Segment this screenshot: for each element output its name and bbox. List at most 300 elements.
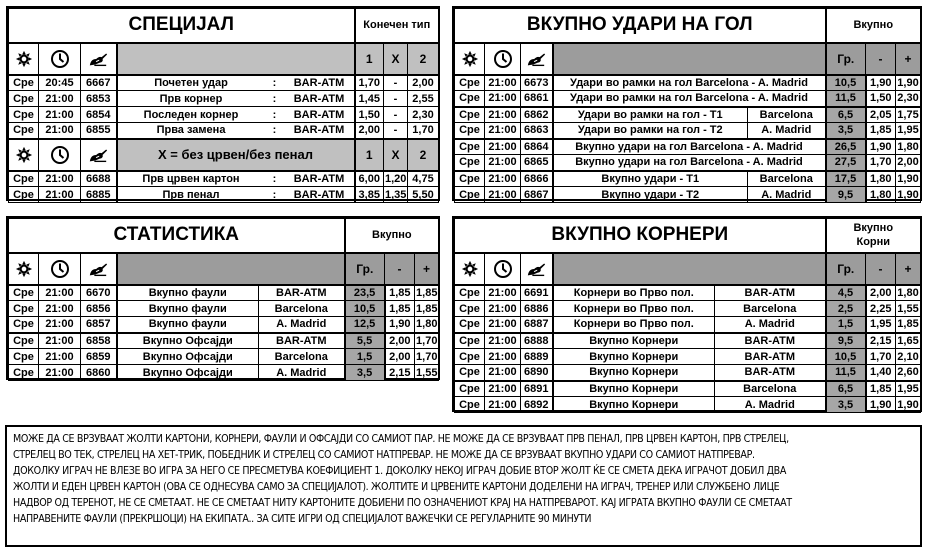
odd-1[interactable]: 1,50 xyxy=(355,107,384,123)
odd-2[interactable]: 5,50 xyxy=(408,187,439,203)
odd-plus[interactable]: 1,85 xyxy=(415,285,439,301)
col-line: Гр. xyxy=(345,253,385,285)
time: 21:00 xyxy=(485,171,521,187)
day: Сре xyxy=(9,285,39,301)
header-bar xyxy=(117,253,345,285)
odd-plus[interactable]: 1,55 xyxy=(416,366,438,379)
market: Вкупно фаули xyxy=(117,285,259,301)
time: 21:00 xyxy=(39,187,81,203)
market: Последен корнер xyxy=(117,107,265,123)
line: 10,5 xyxy=(826,349,866,365)
team: Barcelona xyxy=(715,381,826,397)
col-plus: + xyxy=(896,253,921,285)
terms-note xyxy=(5,425,922,547)
day: Сре xyxy=(455,123,485,139)
statistika-table xyxy=(8,218,439,381)
line: 17,5 xyxy=(826,171,866,187)
table-row[interactable] xyxy=(9,317,439,333)
code: 6860 xyxy=(81,365,117,381)
col-minus: - xyxy=(866,253,896,285)
day: Сре xyxy=(455,301,485,317)
odd-plus[interactable]: 1,85 xyxy=(896,317,921,333)
line: 4,5 xyxy=(826,285,866,301)
table-row[interactable] xyxy=(455,107,921,123)
code: 6889 xyxy=(521,349,553,365)
specijal-title: СПЕЦИЈАЛ xyxy=(9,9,355,43)
market: Вкупно удари на гол Barcelona - A. Madrid xyxy=(553,155,826,171)
note-text: МОЖЕ ДА СЕ ВРЗУВААТ ЖОЛТИ КАРТОНИ, КОРНЕРИ, ФАУЛИ И ОФСАЈДИ СО САМИОТ ПАР. НЕ МОЖЕ ДА СЕ ВРЗУВААТ ПРВ ПЕНАЛ, ПРВ ЦРВЕН КАРТОН, ПРВ СТРЕЛЕЦ, xyxy=(13,433,789,445)
odd-2[interactable]: 1,70 xyxy=(408,123,439,139)
col-2: 2 xyxy=(408,139,439,171)
team: BAR-ATM xyxy=(285,171,355,187)
time: 21:00 xyxy=(39,349,81,365)
code: 6857 xyxy=(81,317,117,333)
table-row[interactable] xyxy=(9,75,439,91)
day: Сре xyxy=(455,155,485,171)
market: Удари во рамки на гол - Т1 xyxy=(553,107,748,123)
day: Сре xyxy=(455,187,485,203)
odd-plus[interactable]: 2,10 xyxy=(897,350,919,363)
korneri-panel xyxy=(452,216,922,412)
team: BAR-ATM xyxy=(715,349,826,365)
col-minus: - xyxy=(385,253,415,285)
team: BAR-ATM xyxy=(715,333,826,349)
odd-minus[interactable]: 2,15 xyxy=(866,333,896,349)
market: Прв корнер xyxy=(117,91,265,107)
hand-writing-icon xyxy=(81,139,117,171)
col-line: Гр. xyxy=(826,43,866,75)
odd-minus[interactable]: 2,00 xyxy=(385,333,415,349)
odd-2[interactable]: 2,55 xyxy=(408,91,439,107)
odd-1[interactable]: 6,00 xyxy=(355,171,384,187)
time: 21:00 xyxy=(485,75,521,91)
day: Сре xyxy=(455,317,485,333)
odd-x[interactable]: - xyxy=(384,91,408,107)
odd-plus[interactable]: 2,00 xyxy=(896,155,921,171)
team: BAR-ATM xyxy=(285,107,355,123)
table-row[interactable] xyxy=(9,365,439,381)
odd-minus[interactable]: 1,40 xyxy=(866,365,896,381)
odd-minus[interactable]: 2,05 xyxy=(866,107,896,123)
code: 6888 xyxy=(521,333,553,349)
line: 12,5 xyxy=(345,317,385,333)
statistika-panel xyxy=(6,216,440,380)
col-line: Гр. xyxy=(826,253,866,285)
market: Корнери во Прво пол. xyxy=(553,317,715,333)
line: 5,5 xyxy=(345,333,385,349)
table-row[interactable] xyxy=(455,285,921,301)
table-row[interactable] xyxy=(9,349,439,365)
line: 3,5 xyxy=(826,123,866,139)
team: BAR-ATM xyxy=(715,285,826,301)
day: Сре xyxy=(9,75,39,91)
note-line xyxy=(13,479,914,495)
table-row[interactable] xyxy=(455,349,921,365)
separator: : xyxy=(265,107,285,123)
odd-plus[interactable]: 1,95 xyxy=(896,123,921,139)
team: A. Madrid xyxy=(259,365,345,381)
code: 6688 xyxy=(81,171,117,187)
time: 21:00 xyxy=(39,333,81,349)
odd-2[interactable]: 2,30 xyxy=(408,107,439,123)
odd-1[interactable]: 1,70 xyxy=(355,75,384,91)
market: Вкупно Корнери xyxy=(553,397,715,413)
table-row[interactable] xyxy=(455,301,921,317)
time: 21:00 xyxy=(485,317,521,333)
odd-minus[interactable]: 1,80 xyxy=(866,171,896,187)
table-row[interactable] xyxy=(9,91,439,107)
korneri-odds-header xyxy=(826,219,921,253)
day: Сре xyxy=(455,381,485,397)
day: Сре xyxy=(455,397,485,413)
col-x: X xyxy=(384,139,408,171)
code: 6864 xyxy=(521,139,553,155)
odd-plus[interactable]: 2,30 xyxy=(896,91,921,107)
odd-plus[interactable]: 1,55 xyxy=(897,302,919,315)
odd-minus[interactable]: 1,90 xyxy=(866,397,896,413)
odd-x[interactable]: - xyxy=(384,107,408,123)
code: 6862 xyxy=(521,107,553,123)
sun-icon xyxy=(9,253,39,285)
time: 21:00 xyxy=(485,187,521,203)
hand-writing-icon xyxy=(521,43,553,75)
table-row[interactable] xyxy=(455,381,921,397)
odd-minus[interactable]: 1,95 xyxy=(866,317,896,333)
table-row[interactable] xyxy=(9,301,439,317)
market: Корнери во Прво пол. xyxy=(553,285,715,301)
table-row[interactable] xyxy=(9,187,439,203)
clock-icon xyxy=(485,43,521,75)
table-row[interactable] xyxy=(455,317,921,333)
odd-plus[interactable]: 1,85 xyxy=(416,302,438,315)
day: Сре xyxy=(9,333,39,349)
market: Прва замена xyxy=(117,123,265,139)
code: 6890 xyxy=(521,365,553,381)
time: 21:00 xyxy=(485,285,521,301)
day: Сре xyxy=(455,139,485,155)
day: Сре xyxy=(455,285,485,301)
odd-x[interactable]: - xyxy=(384,75,408,91)
market: Удари во рамки на гол Barcelona - A. Madrid xyxy=(553,75,826,91)
table-row[interactable] xyxy=(455,75,921,91)
line: 3,5 xyxy=(826,397,866,413)
clock-icon xyxy=(39,139,81,171)
market: Вкупно Офсајди xyxy=(117,365,259,381)
separator: : xyxy=(265,91,285,107)
code: 6670 xyxy=(81,285,117,301)
market: Вкупно удари на гол Barcelona - A. Madrid xyxy=(553,139,826,155)
note-line xyxy=(13,463,914,479)
line: 1,5 xyxy=(345,349,385,365)
odd-minus[interactable]: 1,85 xyxy=(866,381,896,397)
time: 21:00 xyxy=(39,123,81,139)
day: Сре xyxy=(9,171,39,187)
time: 21:00 xyxy=(485,381,521,397)
odd-minus[interactable]: 1,90 xyxy=(866,139,896,155)
time: 21:00 xyxy=(39,91,81,107)
odd-minus[interactable]: 2,25 xyxy=(866,301,896,317)
note-text: ДОКОЛКУ ИГРАЧ НЕ ВЛЕЗЕ ВО ИГРА ЗА НЕГО СЕ ПРЕСМЕТУВА КОЕФИЦИЕНТ 1. ДОКОЛКУ НЕКОЈ ИГРАЧ ДОБИЕ ВТОР ЖОЛТ ЌЕ СЕ СМЕТА ДЕКА ИГРАЧОТ ДОБИЛ ДВА xyxy=(13,465,787,477)
code: 6861 xyxy=(521,91,553,107)
code: 6667 xyxy=(81,75,117,91)
line: 2,5 xyxy=(826,301,866,317)
specijal-odds-header: Конечен тип xyxy=(355,9,439,43)
table-row[interactable] xyxy=(455,187,921,203)
korneri-table xyxy=(454,218,921,413)
clock-icon xyxy=(485,253,521,285)
team: Barcelona xyxy=(259,301,345,317)
team: Barcelona xyxy=(748,107,826,123)
table-row[interactable] xyxy=(455,365,921,381)
code: 6892 xyxy=(521,397,553,413)
table-row[interactable] xyxy=(9,171,439,187)
odd-plus[interactable]: 1,95 xyxy=(896,381,921,397)
specijal-table xyxy=(8,8,439,203)
header-bar xyxy=(117,43,355,75)
market: Вкупно Корнери xyxy=(553,365,715,381)
market: Прв црвен картон xyxy=(117,171,265,187)
day: Сре xyxy=(9,187,39,203)
time: 21:00 xyxy=(39,107,81,123)
table-row[interactable] xyxy=(455,139,921,155)
market: Вкупно фаули xyxy=(117,301,259,317)
code: 6886 xyxy=(521,301,553,317)
odd-minus[interactable]: 1,90 xyxy=(866,75,896,91)
udari-panel xyxy=(452,6,922,201)
time: 21:00 xyxy=(39,171,81,187)
market: Почетен удар xyxy=(117,75,265,91)
sun-icon xyxy=(9,139,39,171)
day: Сре xyxy=(455,107,485,123)
market: Прв пенал xyxy=(117,187,265,203)
table-row[interactable] xyxy=(9,285,439,301)
code: 6856 xyxy=(81,301,117,317)
odd-1[interactable]: 3,85 xyxy=(355,187,384,203)
separator: : xyxy=(265,187,285,203)
col-2: 2 xyxy=(408,43,439,75)
odd-minus[interactable]: 1,85 xyxy=(385,285,415,301)
time: 21:00 xyxy=(485,397,521,413)
odd-plus[interactable]: 1,90 xyxy=(896,75,921,91)
time: 21:00 xyxy=(485,365,521,381)
team: A. Madrid xyxy=(259,317,345,333)
col-plus: + xyxy=(896,43,921,75)
separator: : xyxy=(265,171,285,187)
table-row[interactable] xyxy=(455,91,921,107)
code: 6891 xyxy=(521,381,553,397)
odd-minus[interactable]: 1,90 xyxy=(385,317,415,333)
market: Удари во рамки на гол - Т2 xyxy=(553,123,748,139)
odd-plus[interactable]: 1,80 xyxy=(896,285,921,301)
line: 1,5 xyxy=(826,317,866,333)
team: BAR-ATM xyxy=(285,91,355,107)
hand-writing-icon xyxy=(81,253,117,285)
odd-minus[interactable]: 2,15 xyxy=(385,365,415,381)
time: 21:00 xyxy=(485,107,521,123)
market: Вкупно Офсајди xyxy=(117,333,259,349)
code: 6865 xyxy=(521,155,553,171)
odds-header-line1: Вкупно xyxy=(853,222,894,235)
odd-plus[interactable]: 1,75 xyxy=(896,107,921,123)
udari-odds-header: Вкупно xyxy=(826,9,921,43)
code: 6854 xyxy=(81,107,117,123)
time: 21:00 xyxy=(485,301,521,317)
header-bar xyxy=(553,43,826,75)
team: A. Madrid xyxy=(715,397,826,413)
team: Barcelona xyxy=(715,301,826,317)
day: Сре xyxy=(9,365,39,381)
line: 6,5 xyxy=(826,107,866,123)
hand-writing-icon xyxy=(81,43,117,75)
odd-minus[interactable]: 2,00 xyxy=(385,349,415,365)
team: BAR-ATM xyxy=(259,333,345,349)
market: Корнери во Прво пол. xyxy=(553,301,715,317)
odds-header-line2: Корни xyxy=(856,236,891,249)
team: BAR-ATM xyxy=(285,123,355,139)
odd-2[interactable]: 2,00 xyxy=(408,75,439,91)
time: 21:00 xyxy=(485,349,521,365)
odd-plus[interactable]: 1,70 xyxy=(415,333,439,349)
statistika-title: СТАТИСТИКА xyxy=(9,219,345,253)
market: Вкупно Корнери xyxy=(553,381,715,397)
odd-minus[interactable]: 1,85 xyxy=(866,123,896,139)
odd-plus[interactable]: 1,70 xyxy=(416,350,438,363)
hand-writing-icon xyxy=(521,253,553,285)
time: 21:00 xyxy=(39,317,81,333)
odd-plus[interactable]: 2,60 xyxy=(896,365,921,381)
team: BAR-ATM xyxy=(285,75,355,91)
clock-icon xyxy=(39,253,81,285)
time: 21:00 xyxy=(485,155,521,171)
line: 27,5 xyxy=(826,155,866,171)
time: 21:00 xyxy=(39,301,81,317)
note-text: ЖОЛТИ И ЕДЕН ЦРВЕН КАРТОН (ОВА СЕ ОДНЕСУВА САМО ЗА СПЕЦИЈАЛОТ). ЖОЛТИТЕ И ЦРВЕНИТЕ КАРТОНИ ДОДЕЛЕНИ НА ИГРАЧ, ТРЕНЕР ИЛИ СЛУЖБЕНО ЛИЦЕ xyxy=(13,481,780,493)
sun-icon xyxy=(455,43,485,75)
team: Barcelona xyxy=(748,171,826,187)
separator: : xyxy=(265,123,285,139)
note-text: СТРЕЛЕЦ ВО ТЕК, СТРЕЛЕЦ НА ХЕТ-ТРИК, ПОБЕДНИК И СТРЕЛЕЦ СО САМИОТ НАТПРЕВАР. НЕ МОЖЕ ДА СЕ ВРЗУВААТ ВКУПНО УДАРИ СО САМИОТ НАТПРЕВАР. xyxy=(13,449,755,461)
line: 10,5 xyxy=(826,75,866,91)
odd-minus[interactable]: 2,00 xyxy=(866,285,896,301)
market: Вкупно удари - Т1 xyxy=(553,171,748,187)
odd-x[interactable]: 1,35 xyxy=(385,188,407,201)
code: 6867 xyxy=(521,187,553,203)
code: 6866 xyxy=(521,171,553,187)
header-bar xyxy=(553,253,826,285)
line: 23,5 xyxy=(345,285,385,301)
note-line xyxy=(13,495,914,511)
odd-1[interactable]: 2,00 xyxy=(355,123,384,139)
table-row[interactable] xyxy=(9,123,439,139)
time: 21:00 xyxy=(485,139,521,155)
table-row[interactable] xyxy=(455,397,921,413)
odd-plus[interactable]: 1,80 xyxy=(415,317,439,333)
odd-minus[interactable]: 1,80 xyxy=(866,187,896,203)
time: 20:45 xyxy=(39,75,81,91)
odd-minus[interactable]: 1,50 xyxy=(866,91,896,107)
day: Сре xyxy=(9,91,39,107)
specijal-panel xyxy=(6,6,440,201)
line: 9,5 xyxy=(826,187,866,203)
team: BAR-ATM xyxy=(285,187,355,203)
odd-plus[interactable]: 1,90 xyxy=(896,171,921,187)
code: 6691 xyxy=(521,285,553,301)
team: BAR-ATM xyxy=(715,365,826,381)
time: 21:00 xyxy=(39,285,81,301)
day: Сре xyxy=(9,349,39,365)
table-row[interactable] xyxy=(455,171,921,187)
note-line xyxy=(13,511,914,527)
line: 10,5 xyxy=(345,301,385,317)
line: 3,5 xyxy=(345,365,385,381)
time: 21:00 xyxy=(485,333,521,349)
day: Сре xyxy=(455,349,485,365)
line: 6,5 xyxy=(826,381,866,397)
odd-2[interactable]: 4,75 xyxy=(408,171,439,187)
udari-title: ВКУПНО УДАРИ НА ГОЛ xyxy=(455,9,826,43)
day: Сре xyxy=(455,333,485,349)
sub-header-label: X = без црвен/без пенал xyxy=(117,139,355,171)
odd-x[interactable]: - xyxy=(384,123,408,139)
odd-plus[interactable]: 1,90 xyxy=(897,398,919,411)
sun-icon xyxy=(455,253,485,285)
day: Сре xyxy=(455,91,485,107)
time: 21:00 xyxy=(39,365,81,381)
udari-table xyxy=(454,8,921,203)
odd-plus[interactable]: 1,80 xyxy=(896,139,921,155)
col-1: 1 xyxy=(355,139,384,171)
korneri-title: ВКУПНО КОРНЕРИ xyxy=(455,219,826,253)
note-text: НАПРАВЕНИТЕ ФАУЛИ (ПРЕКРШОЦИ) НА ЕКИПАТА.. ЗА СИТЕ ИГРИ ОД СПЕЦИЈАЛОТ ВАЖЕЧКИ СЕ РЕГУЛАРНИТЕ 90 МИНУТИ xyxy=(13,513,592,525)
odd-minus[interactable]: 1,70 xyxy=(866,349,896,365)
code: 6859 xyxy=(81,349,117,365)
team: Barcelona xyxy=(259,349,345,365)
note-line xyxy=(13,431,914,447)
odd-plus[interactable]: 1,90 xyxy=(897,188,919,201)
sun-icon xyxy=(9,43,39,75)
code: 6673 xyxy=(521,75,553,91)
day: Сре xyxy=(455,75,485,91)
note-text: НАДВОР ОД ТЕРЕНОТ, НЕ СЕ СМЕТААТ. НЕ СЕ СМЕТААТ НИТУ КАРТОНИТЕ ДОБИЕНИ ПО ОЗНАЧЕНИОТ КРАЈ НА НАТПРЕВАРОТ. КАЈ ИГРАТА ВКУПНО ФАУЛИ СЕ СМЕТААТ xyxy=(13,497,792,509)
odd-plus[interactable]: 1,65 xyxy=(896,333,921,349)
market: Вкупно фаули xyxy=(117,317,259,333)
day: Сре xyxy=(9,317,39,333)
market: Удари во рамки на гол Barcelona - A. Madrid xyxy=(553,91,826,107)
col-x: X xyxy=(384,43,408,75)
note-line xyxy=(13,447,914,463)
day: Сре xyxy=(9,301,39,317)
market: Вкупно Корнери xyxy=(553,333,715,349)
table-row[interactable] xyxy=(455,333,921,349)
table-row[interactable] xyxy=(9,333,439,349)
table-row[interactable] xyxy=(455,155,921,171)
time: 21:00 xyxy=(485,91,521,107)
team: A. Madrid xyxy=(748,187,826,203)
time: 21:00 xyxy=(485,123,521,139)
table-row[interactable] xyxy=(455,123,921,139)
odd-minus[interactable]: 1,70 xyxy=(866,155,896,171)
col-minus: - xyxy=(866,43,896,75)
separator: : xyxy=(265,75,285,91)
odd-1[interactable]: 1,45 xyxy=(355,91,384,107)
odd-minus[interactable]: 1,85 xyxy=(385,301,415,317)
day: Сре xyxy=(9,107,39,123)
code: 6863 xyxy=(521,123,553,139)
team: A. Madrid xyxy=(748,123,826,139)
code: 6855 xyxy=(81,123,117,139)
odd-x[interactable]: 1,20 xyxy=(384,171,408,187)
table-row[interactable] xyxy=(9,107,439,123)
